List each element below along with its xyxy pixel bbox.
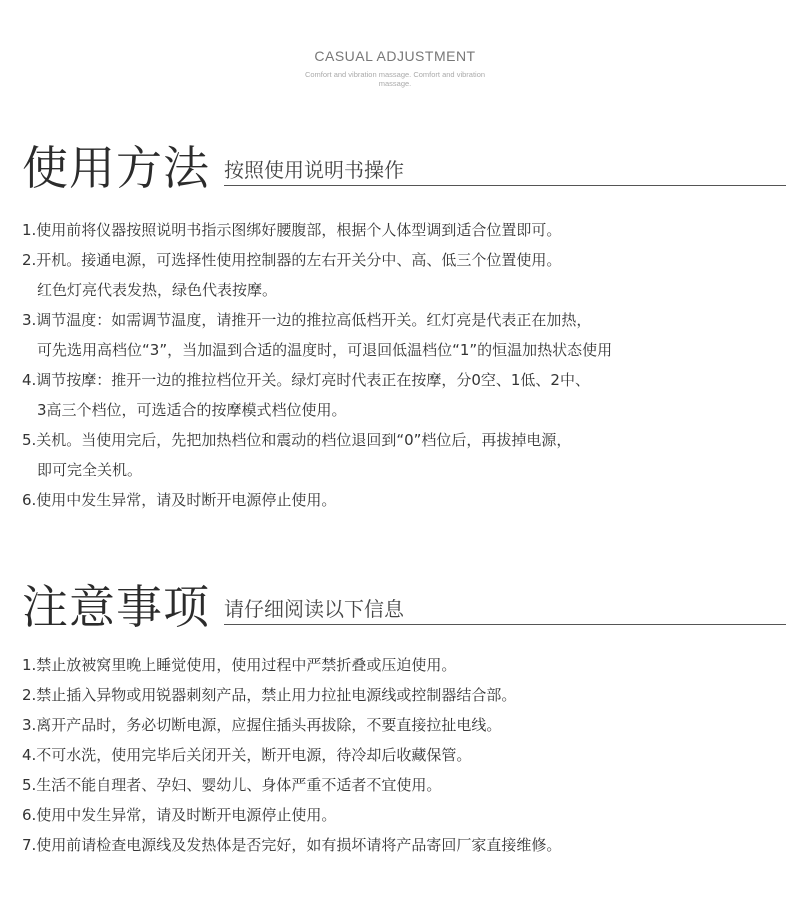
- usage-item-4-line-2: 3高三个档位，可选适合的按摩模式档位使用。: [37, 401, 347, 419]
- usage-item-3: [22, 305, 786, 365]
- notes-heading: [22, 574, 786, 634]
- usage-item-3-line-1: 3.调节温度：如需调节温度，请推开一边的推拉高低档开关。红灯亮是代表正在加热，: [22, 311, 592, 329]
- notes-item-4: 4.不可水洗，使用完毕后关闭开关，断开电源，待冷却后收藏保管。: [22, 746, 472, 764]
- notes-item-6: 6.使用中发生异常，请及时断开电源停止使用。: [22, 806, 337, 824]
- notes-subtitle: 请仔细阅读以下信息: [224, 597, 404, 621]
- usage-item-2: [22, 245, 786, 305]
- header-title: CASUAL ADJUSTMENT: [314, 48, 476, 64]
- page-header: [0, 48, 790, 88]
- usage-item-6: [22, 485, 786, 515]
- usage-item-5-line-2: 即可完全关机。: [37, 461, 143, 479]
- usage-title: 使用方法: [22, 141, 210, 195]
- notes-list: [22, 650, 786, 860]
- usage-item-1: [22, 215, 786, 245]
- header-subtitle: Comfort and vibration massage. Comfort and vibration massage.: [304, 70, 486, 88]
- usage-list: [22, 215, 786, 515]
- notes-title: 注意事项: [22, 580, 210, 634]
- notes-section: [22, 574, 786, 860]
- notes-item-3: 3.离开产品时，务必切断电源，应握住插头再拔除，不要直接拉扯电线。: [22, 716, 502, 734]
- usage-item-3-line-2: 可先选用高档位“3”，当加温到合适的温度时，可退回低温档位“1”的恒温加热状态使用: [37, 341, 613, 359]
- usage-item-2-line-1: 2.开机。接通电源，可选择性使用控制器的左右开关分中、高、低三个位置使用。: [22, 251, 562, 269]
- usage-item-5-line-1: 5.关机。当使用完后，先把加热档位和震动的档位退回到“0”档位后，再拔掉电源，: [22, 431, 572, 449]
- usage-item-2-line-2: 红色灯亮代表发热，绿色代表按摩。: [37, 281, 278, 299]
- usage-subtitle: 按照使用说明书操作: [224, 158, 404, 182]
- usage-item-6-line-1: 6.使用中发生异常，请及时断开电源停止使用。: [22, 491, 337, 509]
- notes-divider: [224, 624, 786, 625]
- usage-item-1-line-1: 1.使用前将仪器按照说明书指示图绑好腰腹部，根据个人体型调到适合位置即可。: [22, 221, 562, 239]
- usage-section: [22, 135, 786, 515]
- notes-item-5: 5.生活不能自理者、孕妇、婴幼儿、身体严重不适者不宜使用。: [22, 776, 442, 794]
- usage-item-4: [22, 365, 786, 425]
- usage-divider: [224, 185, 786, 186]
- notes-item-7: 7.使用前请检查电源线及发热体是否完好，如有损坏请将产品寄回厂家直接维修。: [22, 836, 562, 854]
- usage-item-4-line-1: 4.调节按摩：推开一边的推拉档位开关。绿灯亮时代表正在按摩，分0空、1低、2中、: [22, 371, 590, 389]
- usage-heading: [22, 135, 786, 195]
- notes-item-2: 2.禁止插入异物或用锐器刺刻产品，禁止用力拉扯电源线或控制器结合部。: [22, 686, 517, 704]
- notes-item-1: 1.禁止放被窝里晚上睡觉使用，使用过程中严禁折叠或压迫使用。: [22, 656, 457, 674]
- usage-item-5: [22, 425, 786, 485]
